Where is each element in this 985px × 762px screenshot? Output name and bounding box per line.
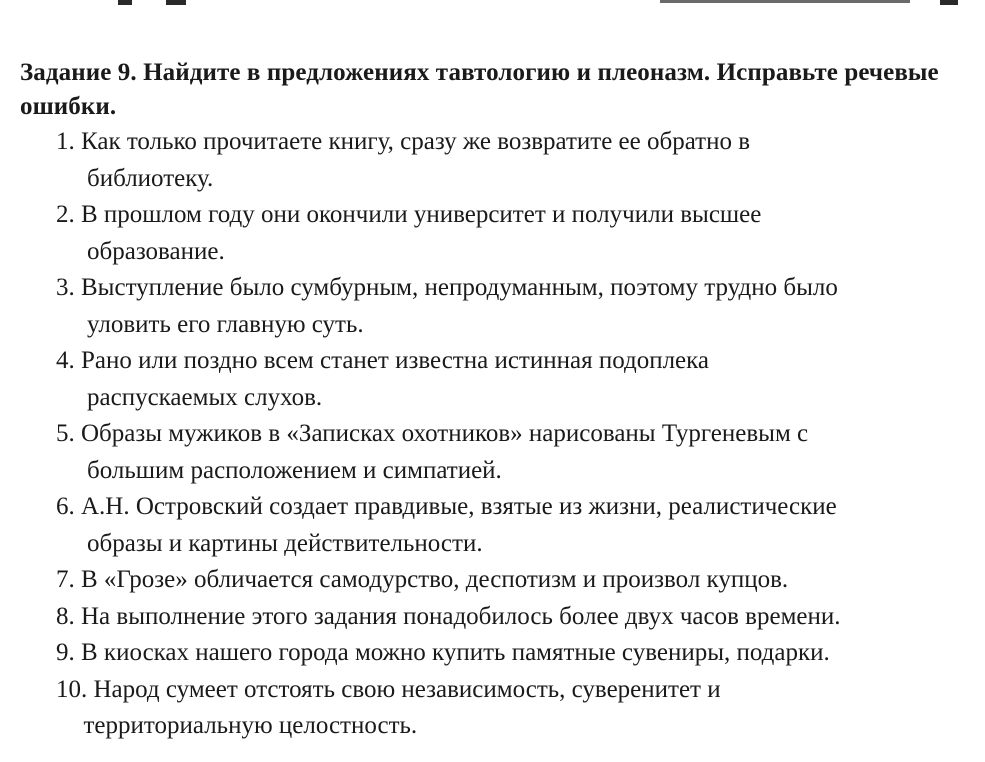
item-text — [81, 416, 970, 489]
item-text — [81, 124, 970, 197]
item-text-line: образование. — [87, 237, 225, 265]
item-number: 6. — [56, 493, 81, 520]
list-item — [56, 124, 970, 197]
cropped-glyph — [166, 0, 186, 5]
item-text-line: В киосках нашего города можно купить памятные сувениры, подарки. — [81, 639, 830, 666]
task-title: Задание 9. Найдите в предложениях тавтологию и плеоназм. Исправьте речевые ошибки. — [20, 59, 939, 120]
item-number: 1. — [56, 128, 81, 155]
item-number: 3. — [56, 274, 81, 301]
item-text-line: территориальную целостность. — [83, 712, 418, 739]
item-text-line: В прошлом году они окончили университет и получили высшее — [81, 201, 762, 228]
item-text-line: Рано или поздно всем станет известна истинная подоплека — [81, 347, 710, 374]
list-item — [56, 416, 970, 489]
item-text — [81, 343, 970, 416]
list-item — [56, 672, 970, 745]
item-text-line: библиотеку. — [87, 164, 214, 192]
item-text — [81, 197, 970, 270]
list-item — [56, 489, 970, 562]
item-text-line: Как только прочитаете книгу, сразу же возвратите ее обратно в — [81, 128, 751, 155]
document-body — [20, 56, 970, 745]
item-text — [81, 599, 970, 636]
item-number: 5. — [56, 420, 81, 447]
item-text-line: А.Н. Островский создает правдивые, взятые из жизни, реалистические — [81, 493, 837, 520]
list-item — [56, 197, 970, 270]
item-text-line: уловить его главную суть. — [87, 310, 364, 338]
item-text — [81, 562, 970, 599]
item-number: 8. — [56, 602, 81, 630]
item-text-line: В «Грозе» обличается самодурство, деспотизм и произвол купцов. — [81, 566, 789, 593]
cropped-text-line — [660, 0, 910, 3]
list-item — [56, 635, 970, 672]
sentence-list — [20, 124, 970, 745]
item-text-line: Выступление было сумбурным, непродуманным, поэтому трудно было — [81, 274, 838, 301]
list-item — [56, 343, 970, 416]
list-item — [56, 599, 970, 636]
cropped-glyph — [118, 0, 132, 5]
item-text-line: образы и картины действительности. — [87, 529, 483, 557]
item-text-line: большим расположением и симпатией. — [87, 456, 502, 484]
cropped-glyph — [940, 0, 958, 5]
item-text — [83, 672, 971, 745]
item-number: 10. — [56, 675, 94, 703]
item-text — [81, 635, 970, 672]
item-number: 2. — [56, 201, 81, 228]
list-item — [56, 270, 970, 343]
item-number: 7. — [56, 566, 81, 593]
item-text-line: распускаемых слухов. — [87, 383, 323, 411]
cropped-top-strip — [0, 0, 985, 8]
item-number: 4. — [56, 347, 81, 374]
item-text — [81, 489, 970, 562]
list-item — [56, 562, 970, 599]
item-text — [81, 270, 970, 343]
item-text-line: На выполнение этого задания понадобилось более двух часов времени. — [81, 602, 841, 630]
item-text-line: Народ сумеет отстоять свою независимость, суверенитет и — [93, 675, 721, 703]
item-text-line: Образы мужиков в «Записках охотников» нарисованы Тургеневым с — [81, 420, 809, 447]
item-number: 9. — [56, 639, 81, 666]
